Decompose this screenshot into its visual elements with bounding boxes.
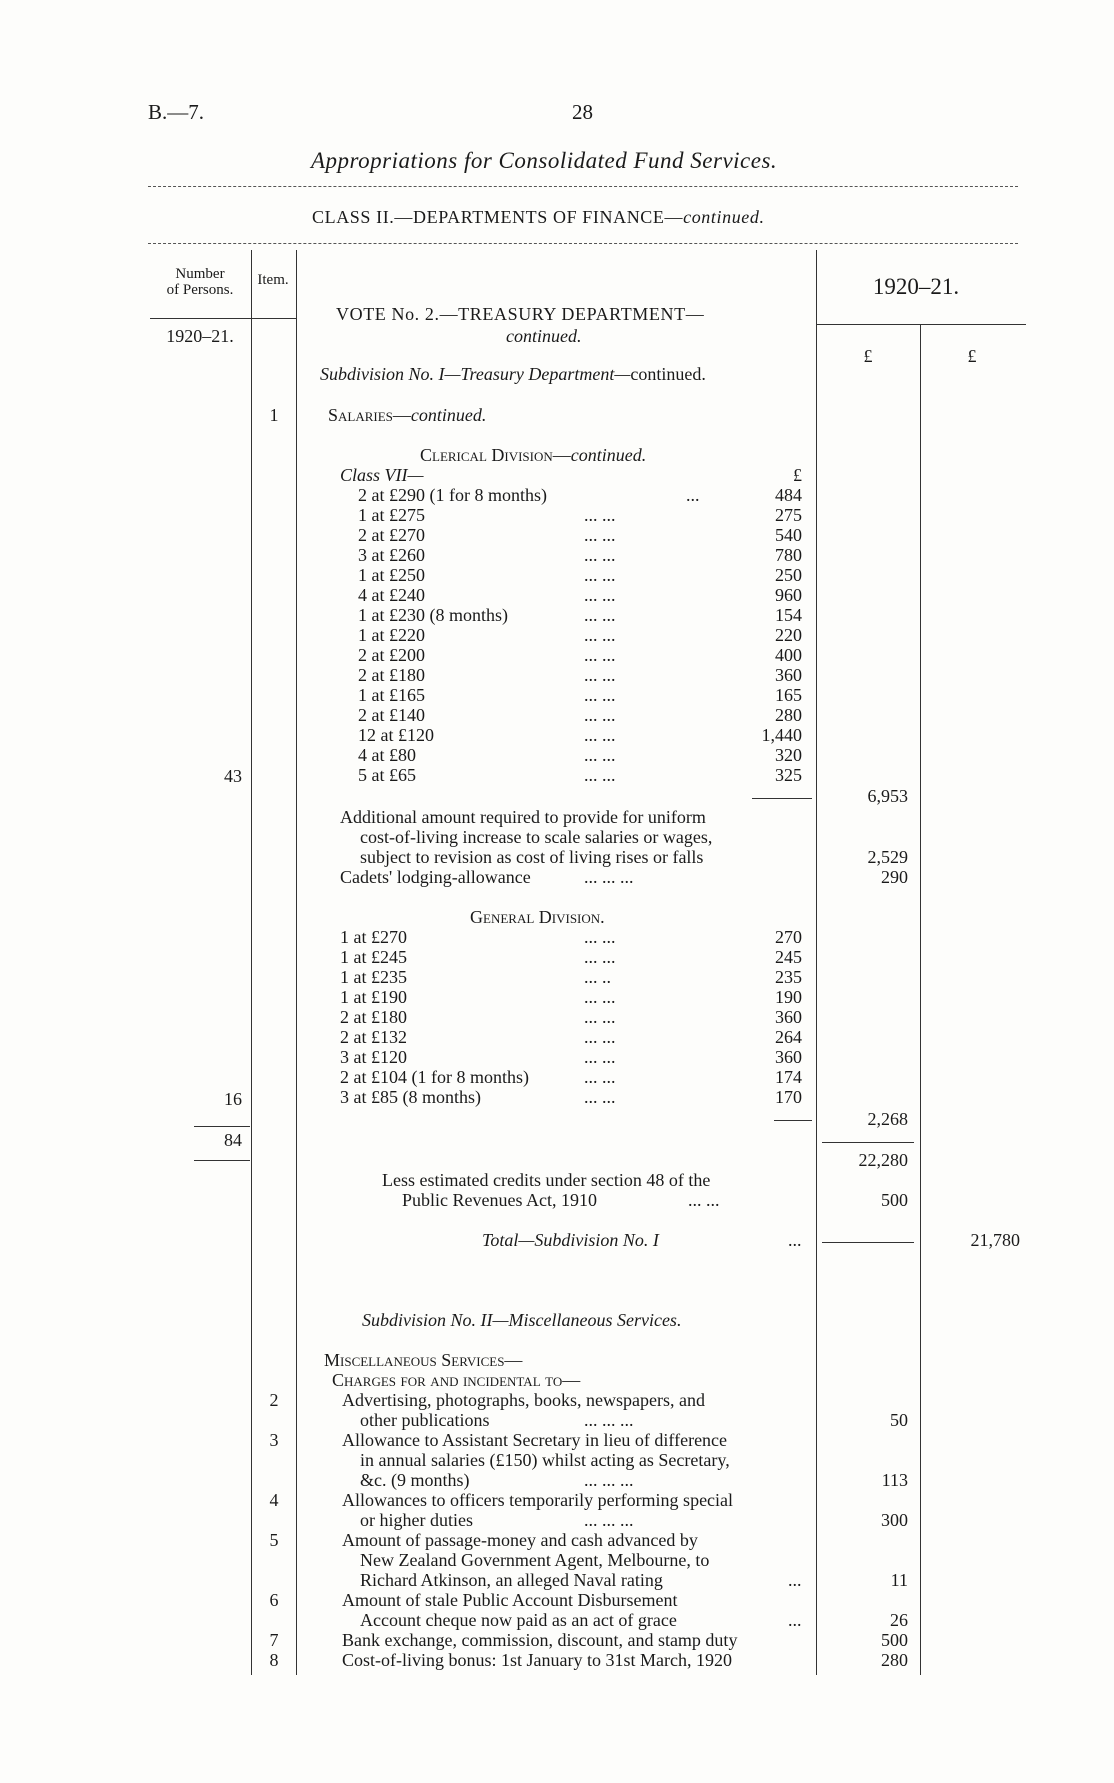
less-credits-value: 500 — [881, 1190, 908, 1210]
amount-col-left-rule — [816, 250, 817, 1675]
misc-item-text: other publications — [360, 1410, 490, 1430]
document-reference: B.—7. — [148, 100, 205, 124]
persons-total: 84 — [224, 1130, 242, 1150]
misc-services-heading: Miscellaneous Services— — [324, 1350, 523, 1370]
general-sum-rule — [774, 1120, 812, 1121]
clerical-row-dots: ... ... — [584, 585, 616, 605]
misc-item-dots: ... ... ... — [584, 1410, 634, 1430]
misc-item-text: Allowances to officers temporarily performing special — [342, 1490, 734, 1510]
clerical-row-value: 154 — [775, 605, 802, 625]
general-row-value: 360 — [775, 1047, 802, 1067]
general-row-label: 1 at £235 — [340, 967, 407, 987]
clerical-row-label: 2 at £200 — [358, 645, 425, 665]
less-credits-dots: ... ... — [688, 1190, 720, 1210]
pound-col2-header: £ — [967, 346, 977, 366]
cadets-label: Cadets' lodging-allowance — [340, 867, 531, 887]
clerical-sum-rule — [752, 798, 812, 799]
class-vii-label: Class VII— — [340, 465, 424, 485]
page-title: Appropriations for Consolidated Fund Services. — [311, 148, 778, 173]
clerical-row-dots: ... ... — [584, 625, 616, 645]
misc-item-number: 6 — [269, 1590, 279, 1610]
general-row-value: 190 — [775, 987, 802, 1007]
clerical-row-value: 360 — [775, 665, 802, 685]
clerical-row-value: 960 — [775, 585, 802, 605]
misc-item-text: in annual salaries (£150) whilst acting as Secretary, — [360, 1450, 730, 1470]
misc-item-text: Allowance to Assistant Secretary in lieu of difference — [342, 1430, 728, 1450]
misc-item-dots: ... ... ... — [584, 1510, 634, 1530]
cadets-value: 290 — [881, 867, 908, 887]
clerical-row-label: 2 at £140 — [358, 705, 425, 725]
clerical-row-dots: ... ... — [584, 685, 616, 705]
year-header-rule — [816, 324, 1026, 325]
misc-item-text: Amount of passage-money and cash advanced by — [342, 1530, 698, 1550]
misc-item-text: New Zealand Government Agent, Melbourne, to — [360, 1550, 710, 1570]
general-row-value: 245 — [775, 947, 802, 967]
additional-line2: cost-of-living increase to scale salaries or wages, — [360, 827, 713, 847]
clerical-persons: 43 — [224, 766, 242, 786]
persons-header-line2: of Persons. — [166, 282, 234, 298]
item-col-right-rule — [296, 250, 297, 1675]
general-row-label: 3 at £85 (8 months) — [340, 1087, 481, 1107]
general-row-dots: ... ... — [584, 987, 616, 1007]
clerical-row-label: 12 at £120 — [358, 725, 434, 745]
clerical-row-label: 3 at £260 — [358, 545, 425, 565]
clerical-row-value: 250 — [775, 565, 802, 585]
header-rule — [148, 186, 1018, 187]
clerical-row-dots: ... ... — [584, 565, 616, 585]
clerical-row-dots: ... ... — [584, 645, 616, 665]
general-row-dots: ... ... — [584, 1007, 616, 1027]
misc-item-dots: ... ... ... — [584, 1470, 634, 1490]
subtotal-value: 21,780 — [970, 1230, 1020, 1250]
pound-col1-header: £ — [863, 346, 873, 366]
subtotal-rule — [822, 1242, 914, 1243]
clerical-row-label: 2 at £290 (1 for 8 months) — [358, 485, 547, 505]
clerical-row-value: 400 — [775, 645, 802, 665]
clerical-row-value: 165 — [775, 685, 802, 705]
persons-total-rule-top — [194, 1126, 250, 1127]
clerical-row-dots: ... ... — [584, 545, 616, 565]
general-persons: 16 — [224, 1089, 242, 1109]
general-row-dots: ... ... — [584, 1027, 616, 1047]
clerical-row-label: 1 at £165 — [358, 685, 425, 705]
general-row-label: 3 at £120 — [340, 1047, 407, 1067]
gross-rule — [822, 1142, 914, 1143]
clerical-row-dots: ... ... — [584, 745, 616, 765]
misc-item-value: 280 — [881, 1650, 908, 1670]
misc-item-number: 8 — [269, 1650, 279, 1670]
misc-item-number: 2 — [269, 1390, 279, 1410]
general-row-dots: ... .. — [584, 967, 611, 987]
general-row-value: 170 — [775, 1087, 802, 1107]
misc-item-text: Account cheque now paid as an act of grace — [360, 1610, 677, 1630]
clerical-row-dots: ... ... — [584, 765, 616, 785]
misc-item-number: 4 — [269, 1490, 279, 1510]
general-row-dots: ... ... — [584, 1087, 616, 1107]
year-header: 1920–21. — [872, 274, 960, 299]
general-row-label: 2 at £104 (1 for 8 months) — [340, 1067, 529, 1087]
clerical-row-value: 325 — [775, 765, 802, 785]
misc-item-text: Advertising, photographs, books, newspapers, and — [342, 1390, 705, 1410]
additional-line1: Additional amount required to provide for uniform — [340, 807, 706, 827]
clerical-row-dots: ... ... — [584, 525, 616, 545]
clerical-row-dots: ... ... — [584, 725, 616, 745]
misc-item-text: &c. (9 months) — [360, 1470, 470, 1490]
misc-item-value: 113 — [881, 1470, 908, 1490]
general-row-value: 270 — [775, 927, 802, 947]
additional-line3: subject to revision as cost of living rises or falls — [360, 847, 704, 867]
misc-item-number: 3 — [269, 1430, 279, 1450]
less-credits-line2: Public Revenues Act, 1910 — [402, 1190, 597, 1210]
cadets-dots: ... ... ... — [584, 867, 634, 887]
clerical-row-dots: ... ... — [584, 705, 616, 725]
general-row-label: 2 at £180 — [340, 1007, 407, 1027]
general-row-label: 1 at £190 — [340, 987, 407, 1007]
clerical-pound-sign: £ — [793, 465, 802, 485]
class-heading: CLASS II.—DEPARTMENTS OF FINANCE—continued. — [312, 207, 765, 227]
clerical-row-value: 280 — [775, 705, 802, 725]
general-row-dots: ... ... — [584, 927, 616, 947]
clerical-row-label: 2 at £180 — [358, 665, 425, 685]
general-row-dots: ... ... — [584, 947, 616, 967]
clerical-row-value: 275 — [775, 505, 802, 525]
misc-item-dots: ... — [788, 1570, 802, 1590]
clerical-row-label: 4 at £240 — [358, 585, 425, 605]
clerical-row-label: 1 at £230 (8 months) — [358, 605, 508, 625]
general-row-label: 2 at £132 — [340, 1027, 407, 1047]
less-credits-line1: Less estimated credits under section 48 of the — [382, 1170, 711, 1190]
subdivision-one-heading: Subdivision No. I—Treasury Department—continued. — [320, 364, 706, 384]
clerical-row-label: 1 at £220 — [358, 625, 425, 645]
general-row-value: 264 — [775, 1027, 802, 1047]
clerical-row-label: 5 at £65 — [358, 765, 416, 785]
clerical-row-label: 2 at £270 — [358, 525, 425, 545]
additional-value: 2,529 — [867, 847, 908, 867]
clerical-row-value: 320 — [775, 745, 802, 765]
misc-item-text: Bank exchange, commission, discount, and stamp duty — [342, 1630, 738, 1650]
misc-item-dots: ... — [788, 1610, 802, 1630]
misc-item-text: or higher duties — [360, 1510, 473, 1530]
general-row-dots: ... ... — [584, 1067, 616, 1087]
clerical-row-label: 1 at £250 — [358, 565, 425, 585]
misc-item-value: 11 — [890, 1570, 908, 1590]
item-col-left-rule — [251, 250, 252, 1675]
misc-item-text: Cost-of-living bonus: 1st January to 31st March, 1920 — [342, 1650, 732, 1670]
item-header-rule — [250, 318, 296, 319]
vote-title: VOTE No. 2.—TREASURY DEPARTMENT— — [336, 304, 705, 324]
item-header: Item. — [257, 272, 289, 288]
persons-total-rule-bottom — [194, 1160, 250, 1161]
misc-charges-subheading: Charges for and incidental to— — [332, 1370, 581, 1390]
clerical-row-value: 220 — [775, 625, 802, 645]
item-number-1: 1 — [269, 405, 279, 425]
general-row-label: 1 at £270 — [340, 927, 407, 947]
page-number: 28 — [572, 100, 593, 124]
clerical-row-value: 484 — [775, 485, 802, 505]
misc-item-value: 26 — [890, 1610, 908, 1630]
clerical-row-label: 1 at £275 — [358, 505, 425, 525]
general-total: 2,268 — [867, 1109, 908, 1129]
amount-col-middle-rule — [920, 324, 921, 1675]
subtotal-label: Total—Subdivision No. I — [482, 1230, 659, 1250]
persons-header-line1: Number — [175, 266, 225, 282]
vote-title-continued: continued. — [506, 326, 582, 346]
misc-item-text: Richard Atkinson, an alleged Naval rating — [360, 1570, 663, 1590]
clerical-total: 6,953 — [867, 786, 908, 806]
clerical-row-dots: ... ... — [584, 665, 616, 685]
general-row-value: 235 — [775, 967, 802, 987]
clerical-row-value: 540 — [775, 525, 802, 545]
general-row-value: 174 — [775, 1067, 802, 1087]
salaries-heading: Salaries—continued. — [328, 405, 487, 425]
clerical-row-dots: ... ... — [584, 605, 616, 625]
class-rule — [148, 243, 1018, 244]
clerical-row-label: 4 at £80 — [358, 745, 416, 765]
persons-header-rule — [150, 318, 250, 319]
misc-item-number: 5 — [269, 1530, 279, 1550]
clerical-row-dots: ... — [686, 485, 700, 505]
persons-year-header: 1920–21. — [166, 326, 234, 346]
misc-item-number: 7 — [269, 1630, 279, 1650]
clerical-row-dots: ... ... — [584, 505, 616, 525]
misc-item-value: 500 — [881, 1630, 908, 1650]
general-row-dots: ... ... — [584, 1047, 616, 1067]
clerical-division-heading: Clerical Division—continued. — [420, 445, 647, 465]
gross-total: 22,280 — [858, 1150, 908, 1170]
clerical-row-value: 780 — [775, 545, 802, 565]
general-row-value: 360 — [775, 1007, 802, 1027]
misc-item-value: 50 — [890, 1410, 908, 1430]
clerical-row-value: 1,440 — [761, 725, 802, 745]
general-division-heading: General Division. — [470, 907, 605, 927]
subtotal-dots: ... — [788, 1230, 802, 1250]
subdivision-two-heading: Subdivision No. II—Miscellaneous Services. — [362, 1310, 682, 1330]
misc-item-value: 300 — [881, 1510, 908, 1530]
misc-item-text: Amount of stale Public Account Disbursement — [342, 1590, 678, 1610]
general-row-label: 1 at £245 — [340, 947, 407, 967]
